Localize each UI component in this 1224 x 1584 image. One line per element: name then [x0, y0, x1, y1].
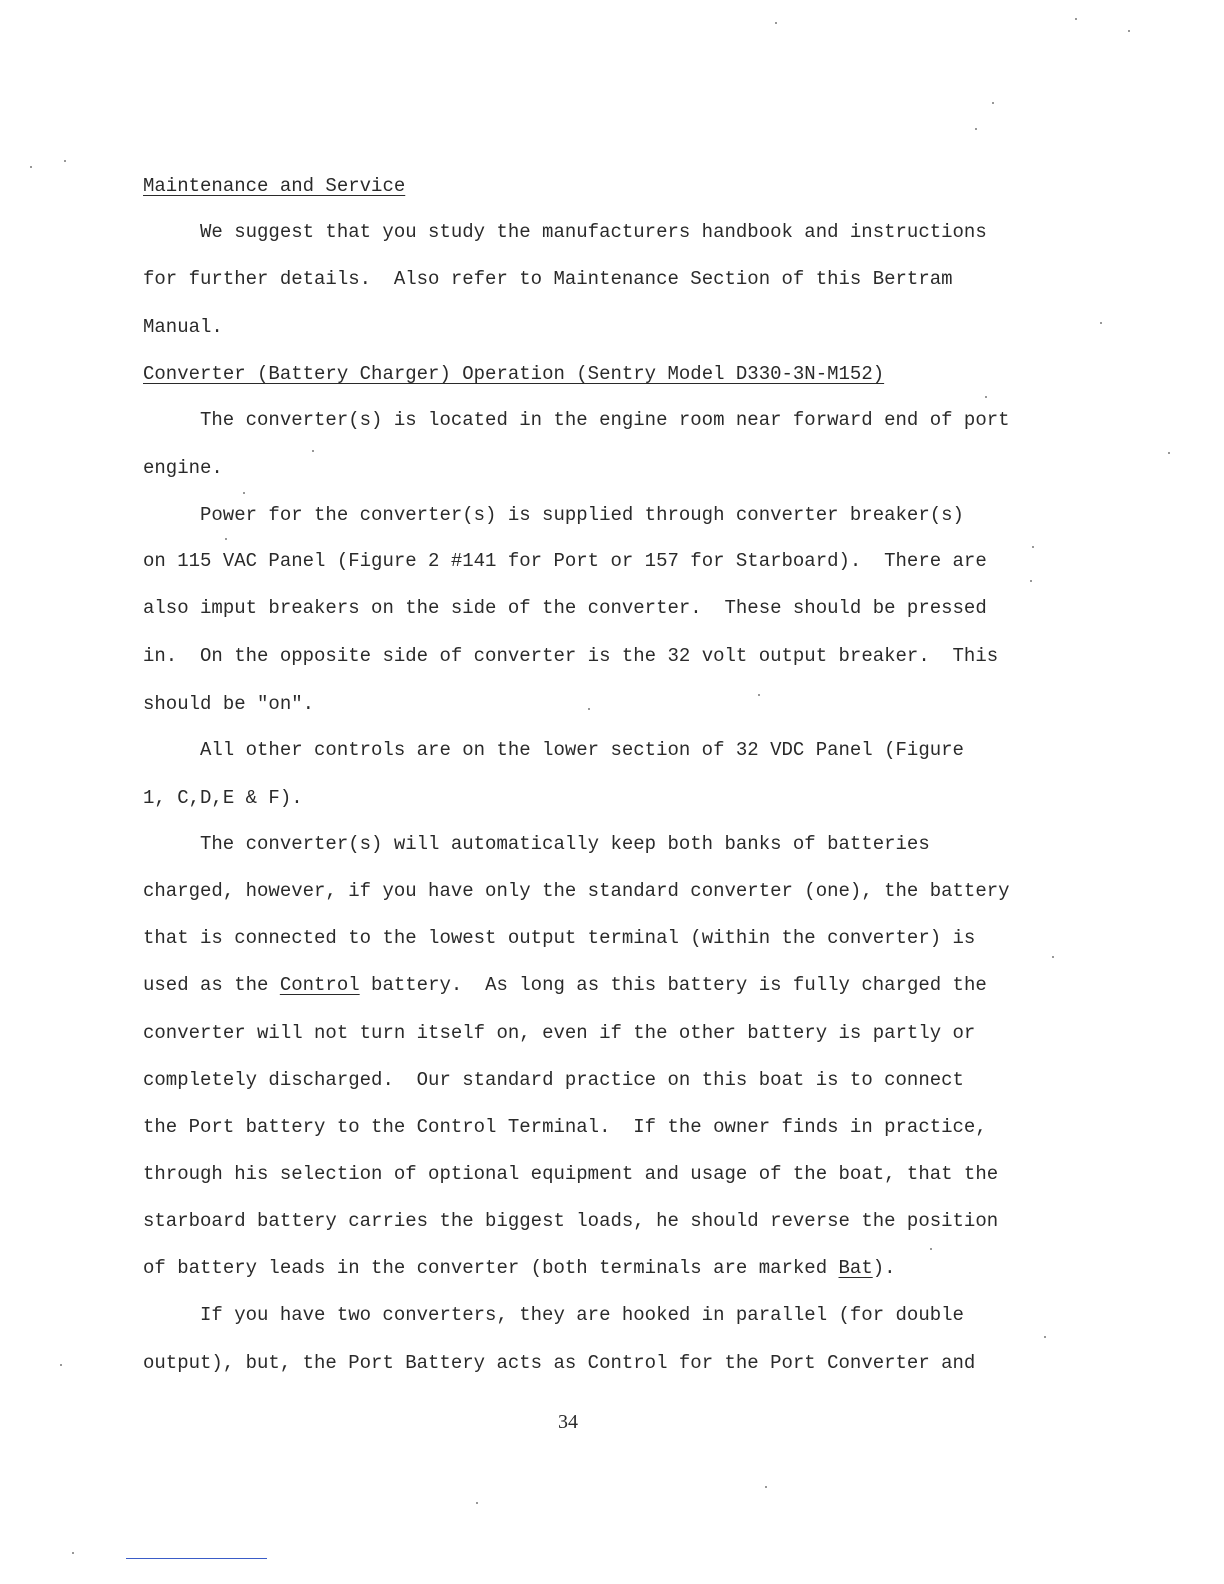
paragraph-line-with-underline [143, 1256, 896, 1280]
paragraph-line: in. On the opposite side of converter is the 32 volt output breaker. This [143, 645, 999, 667]
line-text: battery. As long as this battery is fully charged the [359, 974, 987, 996]
scan-speck [225, 538, 227, 540]
paragraph-line: 1, C,D,E & F). [143, 787, 303, 809]
paragraph-line: for further details. Also refer to Maintenance Section of this Bertram [143, 268, 953, 290]
section-heading-converter: Converter (Battery Charger) Operation (Sentry Model D330-3N-M152) [143, 363, 885, 385]
scan-speck [1168, 452, 1170, 454]
scan-speck [1044, 1336, 1046, 1338]
paragraph-line: charged, however, if you have only the standard converter (one), the battery [143, 880, 1010, 902]
paragraph-line: the Port battery to the Control Terminal. If the owner finds in practice, [143, 1116, 987, 1138]
paragraph-line: Manual. [143, 316, 223, 338]
paragraph-line: starboard battery carries the biggest loads, he should reverse the position [143, 1210, 999, 1232]
scan-speck [1075, 18, 1077, 20]
paragraph-line: on 115 VAC Panel (Figure 2 #141 for Port or 157 for Starboard). There are [143, 550, 987, 572]
line-text: ). [872, 1257, 896, 1279]
paragraph-line: through his selection of optional equipment and usage of the boat, that the [143, 1163, 999, 1185]
scan-speck [1032, 546, 1034, 548]
scan-speck [312, 450, 314, 452]
paragraph-line: The converter(s) will automatically keep both banks of batteries [200, 833, 930, 855]
paragraph-line: All other controls are on the lower section of 32 VDC Panel (Figure [200, 739, 964, 761]
scan-speck [30, 166, 32, 168]
scan-speck [992, 102, 994, 104]
line-text: used as the [143, 974, 280, 996]
scan-speck [930, 1248, 932, 1250]
scan-speck [975, 128, 977, 130]
paragraph-line-with-underline [143, 973, 987, 997]
line-text: of battery leads in the converter (both terminals are marked [143, 1257, 839, 1279]
scan-speck [243, 492, 245, 494]
paragraph-line: converter will not turn itself on, even if the other battery is partly or [143, 1022, 976, 1044]
paragraph-line: should be "on". [143, 693, 315, 715]
underlined-word-bat: Bat [838, 1257, 873, 1279]
scan-speck [72, 1552, 74, 1554]
paragraph-line: We suggest that you study the manufacturers handbook and instructions [200, 221, 987, 243]
scan-speck [775, 22, 777, 24]
paragraph-line: also imput breakers on the side of the converter. These should be pressed [143, 597, 987, 619]
scan-speck [588, 708, 590, 710]
paragraph-line: Power for the converter(s) is supplied through converter breaker(s) [200, 504, 964, 526]
scan-speck [765, 1486, 767, 1488]
section-heading-maintenance: Maintenance and Service [143, 175, 406, 197]
footer-rule [126, 1558, 267, 1559]
scan-speck [1128, 30, 1130, 32]
paragraph-line: completely discharged. Our standard practice on this boat is to connect [143, 1069, 964, 1091]
paragraph-line: engine. [143, 457, 223, 479]
scan-speck [64, 160, 66, 162]
scan-speck [985, 396, 987, 398]
scan-speck [60, 1364, 62, 1366]
page-number: 34 [558, 1411, 578, 1433]
scan-speck [476, 1502, 478, 1504]
paragraph-line: output), but, the Port Battery acts as Control for the Port Converter and [143, 1352, 976, 1374]
paragraph-line: If you have two converters, they are hooked in parallel (for double [200, 1304, 964, 1326]
scan-speck [758, 694, 760, 696]
paragraph-line: that is connected to the lowest output terminal (within the converter) is [143, 927, 976, 949]
underlined-word-control: Control [279, 974, 360, 996]
paragraph-line: The converter(s) is located in the engine room near forward end of port [200, 409, 1010, 431]
scan-speck [1030, 580, 1032, 582]
scan-speck [1100, 322, 1102, 324]
scan-speck [1052, 956, 1054, 958]
